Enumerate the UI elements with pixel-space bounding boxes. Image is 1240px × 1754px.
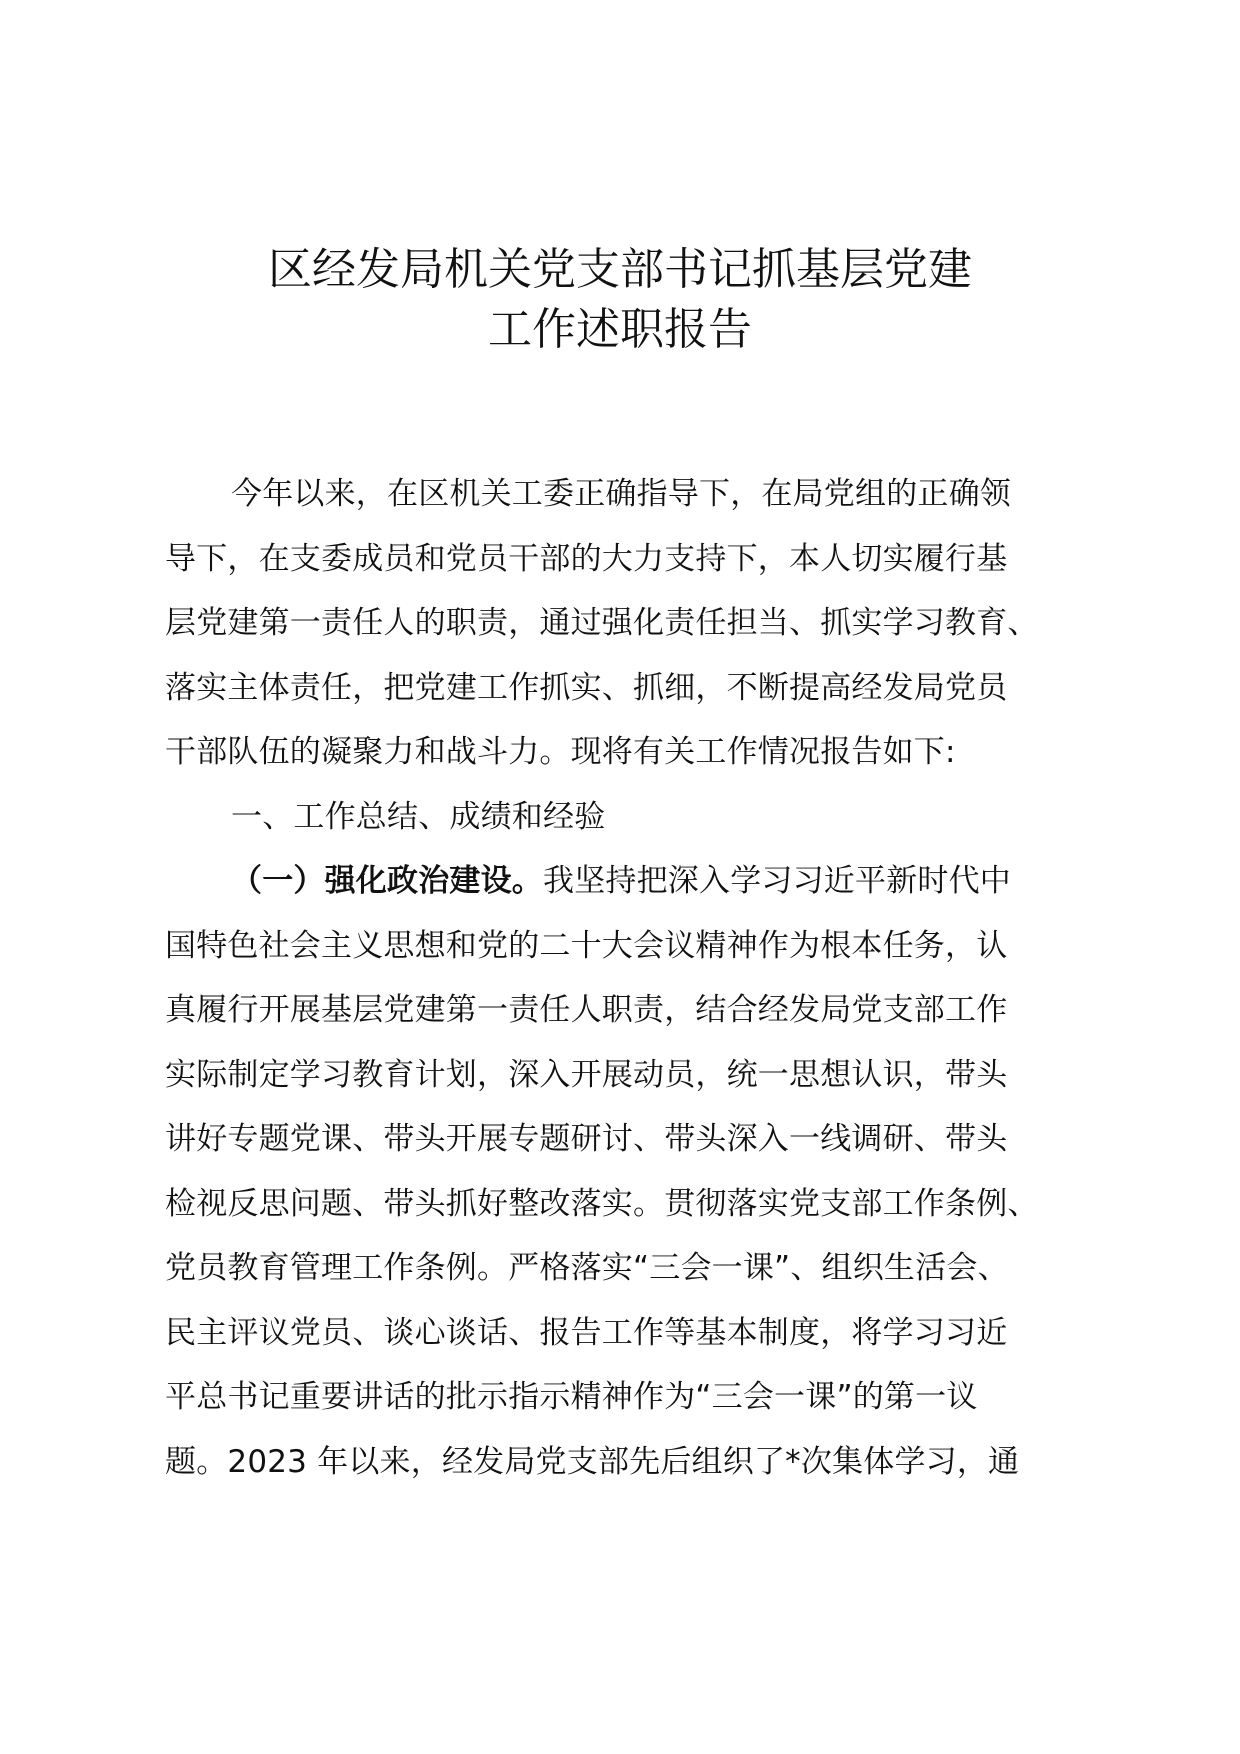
paragraph-line: 今年以来，在区机关工委正确指导下，在局党组的正确领	[231, 476, 1011, 512]
section-heading: 一、工作总结、成绩和经验	[231, 798, 606, 835]
paragraph-line: 落实主体责任，把党建工作抓实、抓细，不断提高经发局党员	[165, 669, 1008, 706]
paragraph-line	[165, 849, 1085, 914]
paragraph-line: 讲好专题党课、带头开展专题研讨、带头深入一线调研、带头	[165, 1121, 1008, 1157]
paragraph-text: 我坚持把深入学习习近平新时代中	[543, 863, 1011, 899]
paragraph-line: 真履行开展基层党建第一责任人职责，结合经发局党支部工作	[165, 992, 1008, 1028]
paragraph-line: 导下，在支委成员和党员干部的大力支持下，本人切实履行基	[165, 540, 1008, 577]
paragraph-line: 检视反思问题、带头抓好整改落实。贯彻落实党支部工作条例、	[165, 1185, 1039, 1222]
paragraph-line: 平总书记重要讲话的批示指示精神作为“三会一课”的第一议	[165, 1379, 978, 1415]
paragraph-line: 层党建第一责任人的职责，通过强化责任担当、抓实学习教育、	[165, 605, 1039, 641]
document-title-line-2: 工作述职报告	[488, 304, 752, 355]
paragraph-line: 党员教育管理工作条例。严格落实“三会一课”、组织生活会、	[165, 1250, 1009, 1286]
document-title-line-1: 区经发局机关党支部书记抓基层党建	[268, 244, 972, 295]
paragraph-line: 国特色社会主义思想和党的二十大会议精神作为根本任务，认	[165, 927, 1008, 964]
paragraph-line: 干部队伍的凝聚力和战斗力。现将有关工作情况报告如下:	[165, 734, 956, 770]
paragraph-line: 实际制定学习教育计划，深入开展动员，统一思想认识，带头	[165, 1056, 1008, 1093]
subheading-bold: （一）强化政治建设。	[231, 863, 543, 899]
paragraph-line: 题。2023 年以来，经发局党支部先后组织了*次集体学习，通	[165, 1443, 1020, 1480]
paragraph-line: 民主评议党员、谈心谈话、报告工作等基本制度，将学习习近	[165, 1314, 1008, 1351]
document-body	[165, 462, 1085, 1494]
